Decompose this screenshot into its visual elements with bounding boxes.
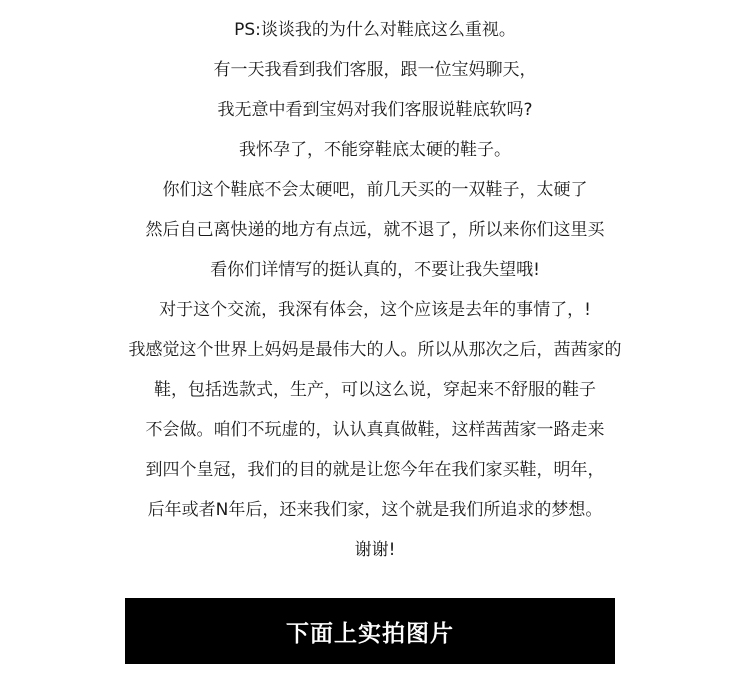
article-line: 谢谢! <box>354 540 396 560</box>
article-line: 我感觉这个世界上妈妈是最伟大的人。所以从那次之后，茜茜家的 <box>128 340 622 360</box>
article-line: 不会做。咱们不玩虚的，认认真真做鞋，这样茜茜家一路走来 <box>145 420 605 440</box>
article-line: 鞋，包括选款式，生产，可以这么说，穿起来不舒服的鞋子 <box>154 380 596 400</box>
article-line: 有一天我看到我们客服，跟一位宝妈聊天， <box>213 60 537 80</box>
article-line: 我怀孕了，不能穿鞋底太硬的鞋子。 <box>239 140 511 160</box>
real-photos-banner <box>125 598 615 664</box>
article-line: PS:谈谈我的为什么对鞋底这么重视。 <box>234 20 516 40</box>
article-line: 然后自己离快递的地方有点远，就不退了，所以来你们这里买 <box>145 220 605 240</box>
banner-label: 下面上实拍图片 <box>286 620 454 647</box>
article-line: 到四个皇冠，我们的目的就是让您今年在我们家买鞋，明年， <box>145 460 605 480</box>
article-text <box>0 10 750 570</box>
article-line: 你们这个鞋底不会太硬吧，前几天买的一双鞋子，太硬了 <box>162 180 588 200</box>
article-line: 对于这个交流，我深有体会，这个应该是去年的事情了，! <box>159 300 591 320</box>
article-line: 后年或者N年后，还来我们家，这个就是我们所追求的梦想。 <box>147 500 603 520</box>
article-line: 我无意中看到宝妈对我们客服说鞋底软吗? <box>217 100 533 120</box>
article-line: 看你们详情写的挺认真的，不要让我失望哦! <box>210 260 540 280</box>
